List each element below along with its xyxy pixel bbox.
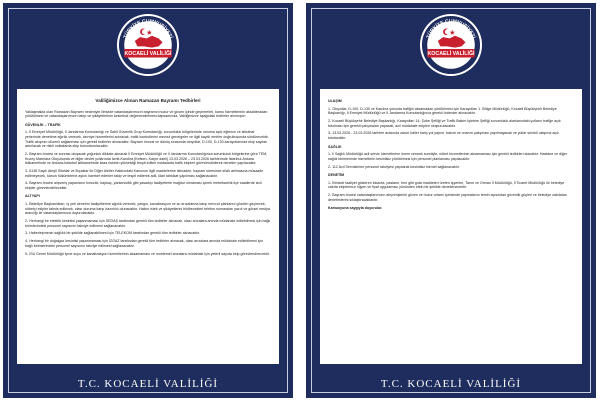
section-heading: GÜVENLİK – TRAFİK xyxy=(25,122,61,127)
svg-text:KOCAELİ VALİLİĞİ: KOCAELİ VALİLİĞİ xyxy=(124,51,172,58)
list-item: 3- Haberleşmenin sağlıklı bir şekilde sağlanabilmesi için TELEKOM tarafından gerekli tüm tedbirler alınacaktır. xyxy=(25,231,201,236)
list-item: 2- Bayram öncesi ve sonrası oluşacak yoğunluk dikkate alınarak İl Emniyet Müdürlüğü ve İl Jandarma Komutanlığınca sorumluluk bölgelerine göre TEM, Kuzey Marmara Otoyolunda ve diğer devlet yollarında İzmit-Kandıra (Kefken- Karpe dahil) 13.03.2026 – 23.03.2026 tarihlerinde İstanbul-Ankara istikametinde ve Ankara-İstanbul istikametinde kaza riskinin yüksekliği tespit edilen noktalarda trafik ekipleri görevlendirilerek denetim yapılacaktır. xyxy=(25,151,268,166)
section-heading: DENETİM xyxy=(328,173,345,178)
list-item: 3- 6136 Sayılı Ateşli Silahlar ve Bıçaklar İle Diğer Aletler Hakkındaki Kanunun ilgili maddelerine istinaden, bayram süresince silah atılmasına müsaade edilmeyecek, kanun hükümlerine aykırı hareket edenler takip ve tespit edilerek adli, idari tahkikat yapılması sağlanacaktır. xyxy=(25,168,264,178)
list-item: 3- 13.03.2026 - 23.03.2026 tarihleri arasında zaruri haller hariç yol yapım, bakım ve onarım çalışması yapılmayacak ve yollar sürekli ulaşıma açık tutulacaktır. xyxy=(328,131,559,140)
kocaeli-valiligi-seal-logo xyxy=(115,12,181,78)
list-item: 1- İl Sağlık Müdürlüğü acil servis hizmetlerine önem vermek suretiyle, nöbet hizmetlerinin aksamaması için gerekli tedbirleri alacaktır. Hastane ve diğer sağlık birimlerinde hizmetlerin kesintisiz yürütülmesi için personel planlaması yapılacaktır. xyxy=(328,152,568,161)
right-page xyxy=(306,3,596,398)
section-heading: ALTYAPI xyxy=(25,194,40,199)
announcement-title: Valiliğimizce Alınan Ramazan Bayramı Tedbirleri xyxy=(95,98,201,103)
list-item: 1- İl Emniyet Müdürlüğü, İl Jandarma Komutanlığı ve Sahil Güvenlik Grup Komutanlığı, sorumluluk bölgelerinde umuma açık eğlence ve istirahat yerlerinde denetime ağırlık verecek, devriye hizmetlerini artıracak, trafik kontrollerini mevcut genelgeler ve ilgili kayıtlı emirler doğrultusunda sürdürecektir. Trafik akışının düzenli sağlanması için gerekli tedbirler alınacaktır. Bayram öncesi ve dönüş sırasında otoyollar, D-100, D-130 karayollarında ekip sayıları artırılacak ve riskli noktalarda ekip bulundurulacaktır. xyxy=(25,130,269,149)
svg-text:KOCAELİ VALİLİĞİ: KOCAELİ VALİLİĞİ xyxy=(427,51,475,58)
list-item: 4- Bayram öncesi alışveriş yapanların hırsızlık, kapkaç, yankesicilik gibi yasadışı faaliyetlerle mağdur olmaması içinek metrekarelik ilçe saatlerde sivil ekipler görevlendirilecektir. xyxy=(25,181,262,190)
list-item: 5- İSU Genel Müdürlüğü içme suyu ve kanalizasyon hizmetlerinin aksamaması ve muhtemel arızalara müdahale için yeterli sayıda ekip görevlendirecektir. xyxy=(25,251,270,256)
intro-paragraph: Yaklaşmakta olan Ramazan Bayramı nedeniyle ilimizde vatandaşlarımızın bayramın huzur ve güven içinde geçirmeleri, kamu hizmetlerinin aksatılmadan yürütülmesi ve vatandaşlarımızın talep ve şikâyetlerinin kesintisiz değerlendirilmesi kapsamında, Valiliğimizce aşağıdaki tedbirler alınmıştır: xyxy=(25,109,268,119)
list-item: 1- İlimizde faaliyet gösteren lokanta, pastane, fırın gibi gıda maddeleri üreten işyerleri, Tarım ve Orman İl Müdürlüğü, İl Ticaret Müdürlüğü ile belediye zabıta ekiplerince hijyen ve fiyat uygulaması yönünden etkin bir şekilde denetlenecektir. xyxy=(328,180,565,190)
footer-title: T.C. KOCAELİ VALİLİĞİ xyxy=(380,378,522,390)
section-heading: ULAŞIM xyxy=(328,99,342,103)
announcement-sheet xyxy=(17,89,279,364)
closing-line: Kamuoyuna saygıyla duyurulur. xyxy=(328,206,383,211)
left-page xyxy=(3,3,293,398)
list-item: 2- Bayram öncesi vatandaşlarımızın alışverişlerini güven ve huzur ortamı içerisinde yapmalarını temin açısından güvenlik güçleri ve belediye zabıtaları denetimlerini sıklaştıracaklardır. xyxy=(328,193,567,202)
kocaeli-valiligi-seal-logo xyxy=(418,12,484,78)
list-item: 1- Belediye Başkanlıkları, iş yeri denetim faaliyetlerine ağırlık verecek; yangın, kanalizasyon ve su arızalarına karşı mevcut planlarını gözden geçirecek, nöbetçi ekipler tahsis edilecek, olası duruma karşı hazırlıklı olunacaktır. Halkın istek ve şikâyetlerini bildirecekleri telefon numaraları yazılı ve görsel medya aracılığı ile vatandaşlarımıza duyurulacaktır. xyxy=(25,202,270,216)
section-heading: SAĞLIK xyxy=(328,144,342,149)
svg-text:TÜRKİYE CUMHURİYETİ: TÜRKİYE CUMHURİYETİ xyxy=(123,19,173,40)
svg-text:TÜRKİYE CUMHURİYETİ: TÜRKİYE CUMHURİYETİ xyxy=(426,19,476,40)
list-item: 2- 112 Acil Servislerine personel takviyesi yapılarak kesintisiz hizmet sağlanacaktır. xyxy=(328,164,460,169)
list-item: 2- Kocaeli Büyükşehir Belediye Başkanlığı, Karayolları 14. Şube Şefliği ve Trafik Bakım İşletme Şefliği sorumluluk alanlarındaki yolların trafiğe açık tutulması için gerekli çalışmaları yapacak, acil müdahale ekipleri oluşturulacaktır. xyxy=(328,118,561,128)
footer-title: T.C. KOCAELİ VALİLİĞİ xyxy=(77,378,219,390)
list-item: 2- Herhangi bir elektrik kesintisi yaşanmaması için SEDAŞ tarafından gerekli tüm tedbirler alınacak, olası arızalara anında müdahale edilebilmesi için bağlı birimlerindeki personel sayısının takviye edilmesi sağlanacaktır. xyxy=(25,219,271,228)
announcement-sheet xyxy=(320,89,582,364)
list-item: 4- Herhangi bir doğalgaz kesintisi yaşanmaması için İZGAZ tarafından gerekli tüm tedbirler alınacak, olası arızalara anında müdahale edilebilmesi için bağlı birimlerindeki personel sayısının takviye edilmesi sağlanacaktır. xyxy=(25,239,264,248)
list-item: 1- Otoyollar, D-100, D-130 ve Kandıra yolunda trafiğin aksamadan yürütülmesi için Karayolları 1. Bölge Müdürlüğü, Kocaeli Büyükşehir Belediye Başkanlığı, İl Emniyet Müdürlüğü ve İl Jandarma Komutanlığınca gerekli önlemler alınacaktır. xyxy=(328,106,557,116)
